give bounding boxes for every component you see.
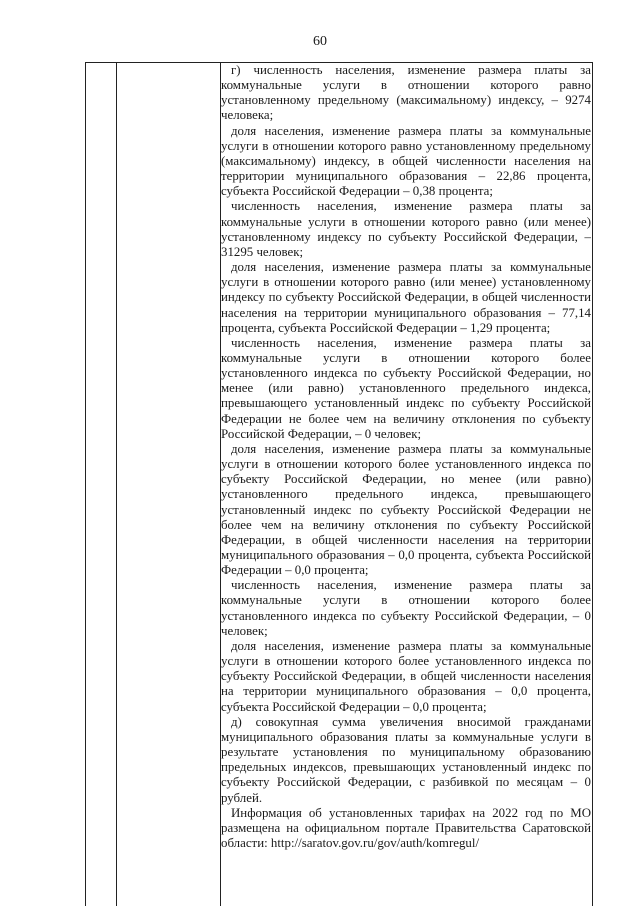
paragraph: доля населения, изменение размера платы за коммунальные услуги в отношении которого равно установленному предельному (максимальному) индексу, в общей численности населения на территории муниципального образования – 22,86 процента, субъекта Российской Федерации – 0,38 процента; xyxy=(221,123,591,199)
page-number: 60 xyxy=(313,34,327,49)
paragraph: доля населения, изменение размера платы за коммунальные услуги в отношении которого более установленного индекса по субъекту Российской Федерации, в общей численности населения на территории муниципального образования – 0,0 процента, субъекта Российской Федерации – 0,0 процента; xyxy=(221,638,591,714)
table-column-border xyxy=(592,63,593,906)
paragraph: доля населения, изменение размера платы за коммунальные услуги в отношении которого более установленного индекса по субъекту Российской Федерации, но менее (или равно) установленного предельного индекса, превышающего установленный индекс по субъекту Российской Федерации не более чем на величину отклонения по субъекту Российской Федерации, в общей численности населения на территории муниципального образования – 0,0 процента, субъекта Российской Федерации – 0,0 процента; xyxy=(221,441,591,578)
table-cell-text xyxy=(221,63,591,851)
paragraph: Информация об установленных тарифах на 2022 год по МО размещена на официальном портале Правительства Саратовской области: http://saratov.gov.ru/gov/auth/komregul/ xyxy=(221,805,591,850)
paragraph: д) совокупная сумма увеличения вносимой гражданами муниципального образования платы за коммунальные услуги в результате установления по муниципальному образованию предельных индексов, превышающих установленный индекс по субъекту Российской Федерации, с разбивкой по месяцам – 0 рублей. xyxy=(221,714,591,805)
table-column-border xyxy=(116,63,117,906)
paragraph: доля населения, изменение размера платы за коммунальные услуги в отношении которого равно (или менее) установленному индексу по субъекту Российской Федерации, в общей численности населения на территории муниципального образования – 77,14 процента, субъекта Российской Федерации – 1,29 процента; xyxy=(221,260,591,335)
paragraph: численность населения, изменение размера платы за коммунальные услуги в отношении которого равно (или менее) установленному индексу по субъекту Российской Федерации, – 31295 человек; xyxy=(221,199,591,259)
paragraph: г) численность населения, изменение размера платы за коммунальные услуги в отношении которого равно установленному предельному (максимальному) индексу, – 9274 человека; xyxy=(221,63,591,123)
paragraph: численность населения, изменение размера платы за коммунальные услуги в отношении которого более установленного индекса по субъекту Российской Федерации, но менее (или равно) установленного предельного индекса, превышающего установленный индекс по субъекту Российской Федерации не более чем на величину отклонения по субъекту Российской Федерации, – 0 человек; xyxy=(221,335,591,441)
table-column-border xyxy=(85,63,86,906)
paragraph: численность населения, изменение размера платы за коммунальные услуги в отношении которого более установленного индекса по субъекту Российской Федерации, – 0 человек; xyxy=(221,578,591,638)
